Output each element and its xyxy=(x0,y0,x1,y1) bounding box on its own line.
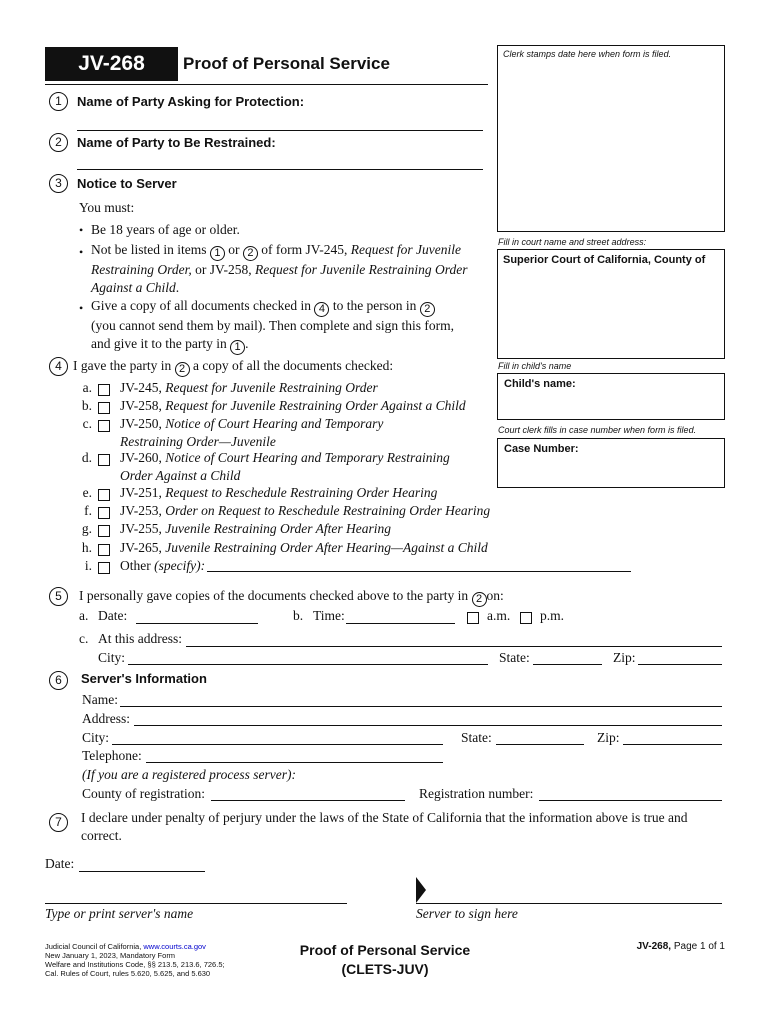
doc-letter: e. xyxy=(82,485,92,500)
county-label: County of registration: xyxy=(82,786,205,801)
county-line[interactable] xyxy=(211,800,405,801)
ref-circle-2c: 2 xyxy=(175,362,190,377)
child-box-label: Child's name: xyxy=(504,378,576,390)
item-3-intro: You must: xyxy=(79,200,135,215)
item-3-number: 3 xyxy=(49,174,68,193)
doc-label xyxy=(120,557,205,575)
sig-date-label: Date: xyxy=(45,856,75,871)
telephone-line[interactable] xyxy=(146,762,443,763)
service-zip-line[interactable] xyxy=(638,664,722,665)
footer-title-1: Proof of Personal Service xyxy=(299,942,471,958)
i5-pre: I personally gave copies of the documents checked above to the party in xyxy=(79,588,469,603)
signature-label: Server to sign here xyxy=(416,906,518,921)
doc-checkbox[interactable] xyxy=(98,505,110,523)
b2-or: or xyxy=(228,242,240,257)
city-label: City: xyxy=(98,650,126,665)
bullet-2: • xyxy=(79,245,84,259)
doc-label xyxy=(120,415,383,451)
form-title: Proof of Personal Service xyxy=(183,54,390,73)
ref-circle-4: 4 xyxy=(314,302,329,317)
regnum-label: Registration number: xyxy=(419,786,534,801)
header-divider xyxy=(45,84,488,85)
footer-title xyxy=(270,941,500,979)
item-4-intro xyxy=(73,357,393,377)
server-name-line[interactable] xyxy=(120,706,722,707)
child-name-box[interactable] xyxy=(497,373,725,420)
doc-label xyxy=(120,379,378,397)
i4-post: a copy of all the documents checked: xyxy=(192,358,394,373)
b2-mid2: or JV-258, xyxy=(195,262,252,277)
declaration-line-2: correct. xyxy=(81,828,122,843)
doc-title: Juvenile Restraining Order After Hearing xyxy=(165,521,391,536)
doc-code: JV-255, xyxy=(120,521,162,536)
server-name-label: Name: xyxy=(82,692,118,707)
server-state-label: State: xyxy=(461,730,492,745)
doc-checkbox[interactable] xyxy=(98,487,110,505)
case-box-label: Case Number: xyxy=(504,443,579,455)
declaration-line-1: I declare under penalty of perjury under the laws of the State of California that the information above is true and xyxy=(81,810,688,825)
print-name-label: Type or print server's name xyxy=(45,906,194,921)
doc-code: JV-265, xyxy=(120,540,162,555)
doc-letter: g. xyxy=(81,521,92,536)
i4-pre: I gave the party in xyxy=(73,358,172,373)
server-address-label: Address: xyxy=(82,711,130,726)
item-7-number: 7 xyxy=(49,813,68,832)
i5-post: on: xyxy=(486,588,504,603)
b3-end: . xyxy=(245,336,249,351)
service-time-line[interactable] xyxy=(346,623,455,624)
b2-it4: Against a Child xyxy=(91,280,176,295)
doc-code: JV-260, xyxy=(120,450,162,465)
i5-a-letter: a. xyxy=(79,608,89,623)
doc-title: Request for Juvenile Restraining Order Against a Child xyxy=(165,398,466,413)
item-4-number: 4 xyxy=(49,357,68,376)
footer-line2: New January 1, 2023, Mandatory Form xyxy=(45,951,176,960)
bullet-2-text xyxy=(91,241,491,297)
doc-label xyxy=(120,539,488,557)
ref-circle-2d: 2 xyxy=(472,592,487,607)
telephone-label: Telephone: xyxy=(82,748,142,763)
footer-title-2: (CLETS-JUV) xyxy=(341,961,429,977)
doc-letter: d. xyxy=(81,450,92,465)
doc-title: Juvenile Restraining Order After Hearing—Against a Child xyxy=(165,540,488,555)
b3-pre: Give a copy of all documents checked in xyxy=(91,298,312,313)
b2-pre: Not be listed in items xyxy=(91,242,207,257)
item-2-input-line[interactable] xyxy=(77,169,483,170)
i5-b-letter: b. xyxy=(293,608,304,623)
doc-checkbox[interactable] xyxy=(98,452,110,470)
regnum-line[interactable] xyxy=(539,800,722,801)
i5-c-letter: c. xyxy=(79,631,89,646)
pm-checkbox[interactable] xyxy=(520,610,532,628)
doc-checkbox[interactable] xyxy=(98,382,110,400)
item-6-heading: Server's Information xyxy=(81,671,207,686)
doc-checkbox[interactable] xyxy=(98,560,110,578)
footer-citation xyxy=(45,942,225,978)
item-1-label: Name of Party Asking for Protection: xyxy=(77,94,305,109)
doc-letter: c. xyxy=(82,416,92,431)
doc-label xyxy=(120,397,466,415)
doc-label xyxy=(120,449,450,485)
clerk-stamp-box[interactable] xyxy=(497,45,725,232)
ref-circle-1b: 1 xyxy=(230,340,245,355)
doc-title: Notice of Court Hearing and Temporary Restraining xyxy=(165,450,450,465)
doc-title: (specify): xyxy=(154,558,206,573)
b3-mid: to the person in xyxy=(332,298,417,313)
server-zip-label: Zip: xyxy=(597,730,620,745)
item-1-input-line[interactable] xyxy=(77,130,483,131)
doc-title-cont: Order Against a Child xyxy=(120,468,241,483)
footer-line3: Welfare and Institutions Code, §§ 213.5, 213.6, 726.5; xyxy=(45,960,225,969)
item-5-intro xyxy=(79,587,504,607)
item-3-heading: Notice to Server xyxy=(77,176,177,191)
doc-letter: i. xyxy=(84,558,92,573)
doc-code: JV-258, xyxy=(120,398,162,413)
doc-title: Order on Request to Reschedule Restraining Order Hearing xyxy=(165,503,491,518)
doc-title: Request for Juvenile Restraining Order xyxy=(165,380,378,395)
server-city-label: City: xyxy=(82,730,110,745)
doc-label xyxy=(120,484,437,502)
service-address-line[interactable] xyxy=(186,646,722,647)
doc-letter: b. xyxy=(81,398,92,413)
server-address-line[interactable] xyxy=(134,725,722,726)
doc-code: Other xyxy=(120,558,151,573)
sign-here-arrow-icon xyxy=(416,877,426,903)
server-city-line[interactable] xyxy=(112,744,443,745)
other-specify-line[interactable] xyxy=(207,571,631,572)
time-label: Time: xyxy=(313,608,345,623)
doc-code: JV-250, xyxy=(120,416,162,431)
item-6-number: 6 xyxy=(49,671,68,690)
service-city-line[interactable] xyxy=(128,664,488,665)
b3-line3: and give it to the party in xyxy=(91,336,227,351)
case-number-box[interactable] xyxy=(497,438,725,488)
bullet-1: • xyxy=(79,223,84,237)
doc-checkbox[interactable] xyxy=(98,418,110,436)
doc-title: Notice of Court Hearing and Temporary xyxy=(165,416,384,431)
b3-line2: (you cannot send them by mail). Then complete and sign this form, xyxy=(91,318,455,333)
doc-letter: f. xyxy=(84,503,92,518)
date-label: Date: xyxy=(98,608,128,623)
ref-circle-2b: 2 xyxy=(420,302,435,317)
child-instruction: Fill in child's name xyxy=(498,361,572,371)
footer-line4: Cal. Rules of Court, rules 5.620, 5.625, and 5.630 xyxy=(45,969,211,978)
address-label: At this address: xyxy=(98,631,182,646)
doc-label xyxy=(120,502,490,520)
case-instruction: Court clerk fills in case number when form is filed. xyxy=(498,425,697,435)
clerk-stamp-label: Clerk stamps date here when form is filed. xyxy=(503,49,672,59)
court-instruction: Fill in court name and street address: xyxy=(498,237,647,247)
item-1-number: 1 xyxy=(49,92,68,111)
footer-form-no: JV-268, xyxy=(636,941,672,952)
bullet-3-text xyxy=(91,297,491,355)
server-state-line[interactable] xyxy=(496,744,584,745)
ref-circle-1: 1 xyxy=(210,246,225,261)
court-box-label: Superior Court of California, County of xyxy=(503,254,706,266)
state-label: State: xyxy=(499,650,530,665)
footer-page-num: Page 1 of 1 xyxy=(673,941,725,952)
doc-label xyxy=(120,520,391,538)
b2-it3: Request for Juvenile Restraining Order xyxy=(255,262,468,277)
doc-code: JV-245, xyxy=(120,380,162,395)
form-number: JV-268 xyxy=(45,47,178,81)
am-checkbox[interactable] xyxy=(467,610,479,628)
bullet-3: • xyxy=(79,301,84,315)
doc-checkbox[interactable] xyxy=(98,523,110,541)
doc-letter: h. xyxy=(81,540,92,555)
service-date-line[interactable] xyxy=(136,623,258,624)
ref-circle-2: 2 xyxy=(243,246,258,261)
courts-link[interactable]: www.courts.ca.gov xyxy=(143,942,206,951)
doc-title-cont: Restraining Order—Juvenile xyxy=(120,434,276,449)
am-label: a.m. xyxy=(487,608,511,623)
footer-page xyxy=(590,941,725,952)
footer-council: Judicial Council of California, xyxy=(45,942,142,951)
item-2-label: Name of Party to Be Restrained: xyxy=(77,135,276,150)
court-name-box[interactable] xyxy=(497,249,725,359)
doc-code: JV-253, xyxy=(120,503,162,518)
server-zip-line[interactable] xyxy=(623,744,722,745)
doc-code: JV-251, xyxy=(120,485,162,500)
service-state-line[interactable] xyxy=(533,664,602,665)
doc-letter: a. xyxy=(82,380,92,395)
zip-label: Zip: xyxy=(613,650,636,665)
b2-it1: Request for Juvenile xyxy=(350,242,461,257)
doc-checkbox[interactable] xyxy=(98,400,110,418)
signature-line[interactable] xyxy=(416,903,722,904)
sig-date-line[interactable] xyxy=(79,871,205,872)
b2-mid: of form JV-245, xyxy=(261,242,348,257)
b2-it2: Restraining Order, xyxy=(91,262,192,277)
print-name-line[interactable] xyxy=(45,903,347,904)
bullet-1-text: Be 18 years of age or older. xyxy=(91,222,240,237)
item-2-number: 2 xyxy=(49,133,68,152)
doc-title: Request to Reschedule Restraining Order Hearing xyxy=(165,485,438,500)
pm-label: p.m. xyxy=(540,608,565,623)
item-5-number: 5 xyxy=(49,587,68,606)
registered-note: (If you are a registered process server): xyxy=(82,767,296,782)
doc-checkbox[interactable] xyxy=(98,542,110,560)
b2-end: . xyxy=(175,280,180,295)
